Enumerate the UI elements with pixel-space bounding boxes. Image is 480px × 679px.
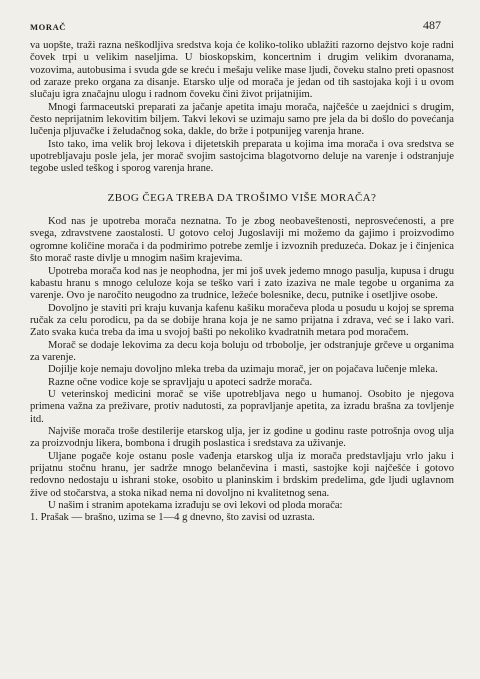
section-paragraph: Uljane pogače koje ostanu posle vađenja etarskog ulja iz morača predstavljaju vrlo jaku i prijatnu stočnu hranu, jer sadrže mnogo belančevina i masti, sastojke koji najčešće i gotovo redovno nedostaju u ishrani stoke, osobito u planinskim i brdskim predelima, gde ljudi uglavnom žive od stočarstva, a stoka nikad nema ni dovoljno ni kvalitetnog sena.: [30, 450, 454, 499]
intro-paragraph: va uopšte, traži razna neškodljiva sredstva koja će koliko-toliko ublažiti razorno dejstvo koje radni čovek trpi u velikim naseljima. U bioskopskim, koncertnim i drugim velikim dvoranama, vozovima, autobusima i svuda gde se kreću i mešaju velike mase ljudi, čoveku stalno preti opasnost od zaraze preko organa za disanje. Etarsko ulje od morača je jedan od tih sastojaka koji i u ovom slučaju igra značajnu ulogu i radnom čoveku čini život prijatnijim.: [30, 40, 454, 101]
section-paragraph: Dovoljno je staviti pri kraju kuvanja kafenu kašiku moračeva ploda u posudu u kojoj se sprema ručak za celu porodicu, pa da se dobije hrana koja je ne samo prijatna i zdrava, već se i lako vari. Zato svaka kuća treba da ima u svojoj bašti po nekoliko kvadratnih metara pod moračem.: [30, 302, 454, 339]
section-paragraph: Najviše morača troše destilerije etarskog ulja, jer iz godine u godinu raste potrošnja ovog ulja za proizvodnju likera, bombona i drugih poslastica i sredstava za uživanje.: [30, 425, 454, 450]
list-item: 1. Prašak — brašno, uzima se 1—4 g dnevno, što zavisi od uzrasta.: [30, 512, 315, 524]
page-body: [30, 40, 454, 525]
section-paragraph: Upotreba morača kod nas je neophodna, jer mi još uvek jedemo mnogo pasulja, kupusa i drugu kabastu hranu s mnogo celuloze koja se teško vari i zato izaziva ne male tegobe u organima za varenje. Ovo je naročito neugodno za trudnice, ležeće bolesnike, decu, putnike i osetljive osobe.: [30, 265, 454, 302]
section-paragraph: Morač se dodaje lekovima za decu koja boluju od trbobolje, jer odstranjuje grčeve u organima za varenje.: [30, 339, 454, 363]
intro-paragraph: Mnogi farmaceutski preparati za jačanje apetita imaju morača, najčešće u zaejdnici s drugim, često neprijatnim lekovitim biljem. Takvi lekovi se uzimaju samo pre jela da bi došlo do povećanja lučenja pljuvačke i želudačnog soka, dakle, do brže i potpunijeg varenja hrane.: [30, 101, 454, 138]
section-paragraph: U našim i stranim apotekama izrađuju se ovi lekovi od ploda morača:: [48, 500, 343, 512]
intro-paragraph: Isto tako, ima velik broj lekova i dijetetskih preparata u kojima ima morača i ova sredstva se upotrebljavaju posle jela, jer morač svojim sastojcima blagotvorno deluje na varenje i odstranjuje tegobe usled teškog i sporog varenja hrane.: [30, 138, 454, 175]
section-paragraph: Razne očne vodice koje se spravljaju u apoteci sadrže morača.: [48, 376, 313, 388]
section-heading: ZBOG ČEGA TREBA DA TROŠIMO VIŠE MORAČA?: [107, 191, 377, 204]
section-paragraph: Dojilje koje nemaju dovoljno mleka treba da uzimaju morač, jer on pojačava lučenje mleka.: [48, 364, 438, 376]
section-paragraph: U veterinskoj medicini morač se više upotrebljava nego u humanoj. Osobito je njegova primena važna za preživare, protiv nadutosti, za popravljanje apetita, za izradu brašna za tovljenje itd.: [30, 388, 454, 425]
section-paragraph: Kod nas je upotreba morača neznatna. To je zbog neobaveštenosti, neprosvećenosti, a pre svega, zdravstvene zaostalosti. U gotovo celoj Jugoslaviji mi možemo da gajimo i proizvodimo ogromne količine morača i da podmirimo potrebe zemlje i izvoznih preduzeća. Dokaz je i činjenica što morač raste divlje u mnogim našim krajevima.: [30, 216, 454, 265]
running-head: MORAČ: [30, 22, 67, 32]
page-number: 487: [423, 18, 441, 32]
